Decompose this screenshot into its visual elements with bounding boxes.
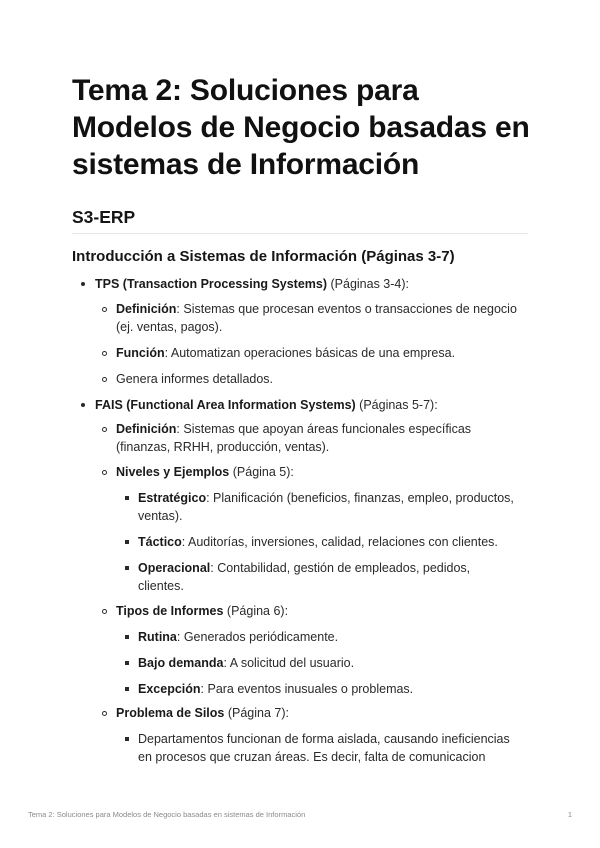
tactico-text: : Auditorías, inversiones, calidad, relaciones con clientes. (181, 535, 498, 549)
silos-pages: (Página 7): (224, 706, 289, 720)
tps-funcion-text: : Automatizan operaciones básicas de una empresa. (164, 346, 456, 360)
page-title: Tema 2: Soluciones para Modelos de Negocio basadas en sistemas de Información (72, 74, 530, 181)
tps-pages: (Páginas 3-4): (327, 277, 410, 291)
bullet-square-icon (125, 496, 129, 500)
tipos-label: Tipos de Informes (116, 604, 224, 618)
fais-definicion-label: Definición (116, 422, 177, 436)
bajo-demanda-label: Bajo demanda (138, 656, 224, 670)
fais-pages: (Páginas 5-7): (355, 398, 438, 412)
bullet-disc-icon (81, 282, 85, 286)
list-item-estrategico-cont: ventas). (138, 509, 183, 523)
bullet-square-icon (125, 687, 129, 691)
list-item-excepcion (138, 680, 413, 698)
operacional-text: : Contabilidad, gestión de empleados, pedidos, (210, 561, 471, 575)
list-item-operacional (138, 559, 470, 577)
tipos-pages: (Página 6): (223, 604, 289, 618)
bullet-circle-icon (102, 351, 107, 356)
excepcion-text: : Para eventos inusuales o problemas. (200, 682, 414, 696)
fais-label: FAIS (Functional Area Information Systems) (95, 398, 356, 412)
rutina-text: : Generados periódicamente. (176, 630, 339, 644)
bullet-square-icon (125, 635, 129, 639)
list-item-tps-funcion (116, 344, 455, 362)
bullet-square-icon (125, 737, 129, 741)
footer-page-number: 1 (567, 810, 572, 819)
bullet-circle-icon (102, 470, 107, 475)
bullet-circle-icon (102, 427, 107, 432)
list-item-fais (95, 396, 438, 414)
list-item-bajo-demanda (138, 654, 354, 672)
list-item-tps-definicion-cont: (ej. ventas, pagos). (116, 320, 223, 334)
bullet-square-icon (125, 661, 129, 665)
list-item-fais-definicion-cont: (finanzas, RRHH, producción, ventas). (116, 440, 330, 454)
bajo-demanda-text: : A solicitud del usuario. (223, 656, 355, 670)
list-item-silos-detalle-cont: en procesos que cruzan áreas. Es decir, falta de comunicacion (138, 750, 486, 764)
list-item-rutina (138, 628, 338, 646)
footer-title: Tema 2: Soluciones para Modelos de Negocio basadas en sistemas de Información (28, 810, 306, 819)
list-item-fais-niveles (116, 463, 294, 481)
tps-funcion-label: Función (116, 346, 165, 360)
subsection-heading: Introducción a Sistemas de Información (Páginas 3-7) (72, 248, 455, 265)
tps-definicion-label: Definición (116, 302, 177, 316)
tps-label: TPS (Transaction Processing Systems) (95, 277, 328, 291)
list-item-tps-informes: Genera informes detallados. (116, 372, 274, 386)
estrategico-text: : Planificación (beneficios, finanzas, empleo, productos, (206, 491, 514, 505)
list-item-tipos (116, 602, 288, 620)
fais-niveles-label: Niveles y Ejemplos (116, 465, 230, 479)
fais-definicion-text: : Sistemas que apoyan áreas funcionales específicas (176, 422, 472, 436)
bullet-square-icon (125, 566, 129, 570)
bullet-square-icon (125, 540, 129, 544)
section-heading: S3-ERP (72, 207, 136, 227)
list-item-tps-definicion (116, 300, 517, 318)
list-item-estrategico (138, 489, 514, 507)
list-item-silos (116, 704, 289, 722)
list-item-tactico (138, 533, 498, 551)
list-item-fais-definicion (116, 420, 471, 438)
bullet-circle-icon (102, 609, 107, 614)
rutina-label: Rutina (138, 630, 177, 644)
fais-niveles-pages: (Página 5): (229, 465, 294, 479)
list-item-operacional-cont: clientes. (138, 579, 184, 593)
bullet-circle-icon (102, 307, 107, 312)
list-item-tps (95, 275, 409, 293)
tactico-label: Táctico (138, 535, 182, 549)
bullet-circle-icon (102, 377, 107, 382)
estrategico-label: Estratégico (138, 491, 207, 505)
bullet-circle-icon (102, 711, 107, 716)
list-item-silos-detalle: Departamentos funcionan de forma aislada, causando ineficiencias (138, 732, 510, 746)
excepcion-label: Excepción (138, 682, 201, 696)
operacional-label: Operacional (138, 561, 211, 575)
bullet-disc-icon (81, 403, 85, 407)
silos-label: Problema de Silos (116, 706, 225, 720)
tps-definicion-text: : Sistemas que procesan eventos o transacciones de negocio (176, 302, 517, 316)
